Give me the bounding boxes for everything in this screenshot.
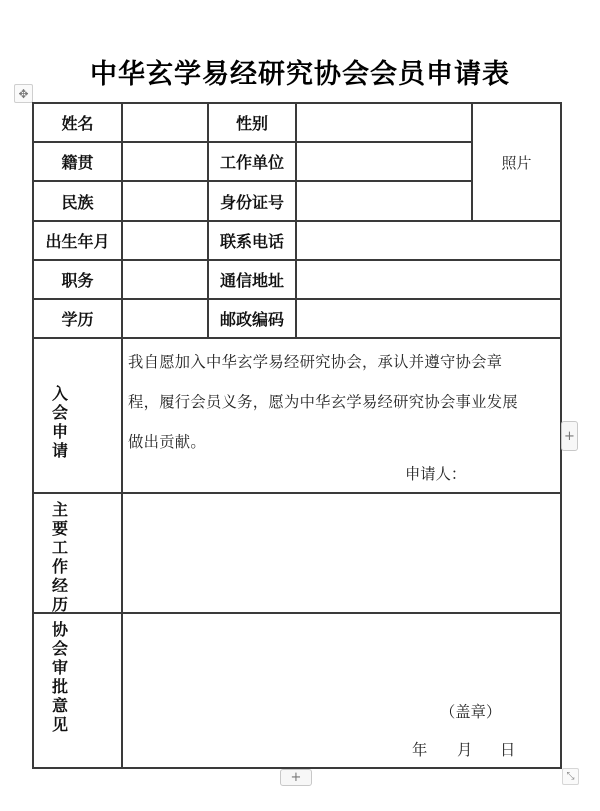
work-history-field[interactable]	[123, 494, 560, 612]
education-label: 学历	[61, 310, 94, 329]
statement-line: 程，履行会员义务，愿为中华玄学易经研究协会事业发展	[128, 393, 518, 411]
ethnicity-label: 民族	[61, 192, 94, 212]
seal-label: （盖章）	[440, 703, 502, 721]
add-column-button[interactable]: +	[561, 421, 578, 451]
position-field[interactable]	[123, 261, 207, 298]
phone-field[interactable]	[297, 222, 560, 259]
name-field[interactable]	[123, 104, 207, 141]
date-month-label: 月	[457, 741, 473, 759]
name-label: 姓名	[61, 114, 94, 133]
application-label: 入 会 申 请	[51, 384, 68, 460]
statement-line: 我自愿加入中华玄学易经研究协会，承认并遵守协会章	[128, 353, 503, 371]
application-statement[interactable]	[128, 342, 558, 462]
photo-box[interactable]: 照片	[501, 153, 532, 172]
approval-label: 协 会 审 批 意 见	[51, 620, 68, 734]
birth-date-field[interactable]	[123, 222, 207, 259]
address-field[interactable]	[297, 261, 560, 298]
postal-code-field[interactable]	[297, 300, 560, 337]
table-move-handle-icon[interactable]: ✥	[14, 84, 33, 103]
postal-code-label: 邮政编码	[219, 310, 284, 329]
add-row-button[interactable]: +	[280, 769, 312, 786]
id-number-field[interactable]	[297, 182, 471, 220]
work-history-label: 主 要 工 作 经 历	[51, 500, 68, 614]
native-place-field[interactable]	[123, 143, 207, 180]
birth-date-label: 出生年月	[45, 232, 110, 251]
gender-label: 性别	[235, 114, 268, 133]
applicant-signature-label: 申请人：	[405, 465, 467, 483]
date-day-label: 日	[500, 741, 516, 759]
address-label: 通信地址	[219, 271, 284, 290]
native-place-label: 籍贯	[61, 153, 94, 172]
gender-field[interactable]	[297, 104, 471, 141]
document-title: 中华玄学易经研究协会会员申请表	[90, 59, 510, 90]
employer-field[interactable]	[297, 143, 471, 180]
table-resize-handle-icon[interactable]: ⤡	[562, 768, 579, 785]
approval-field[interactable]	[123, 614, 560, 767]
ethnicity-field[interactable]	[123, 182, 207, 220]
date-year-label: 年	[412, 741, 428, 759]
row-divider	[32, 337, 562, 339]
statement-line: 做出贡献。	[128, 433, 206, 451]
position-label: 职务	[61, 271, 94, 290]
phone-label: 联系电话	[219, 232, 284, 251]
id-number-label: 身份证号	[219, 192, 284, 212]
employer-label: 工作单位	[219, 153, 284, 172]
education-field[interactable]	[123, 300, 207, 337]
